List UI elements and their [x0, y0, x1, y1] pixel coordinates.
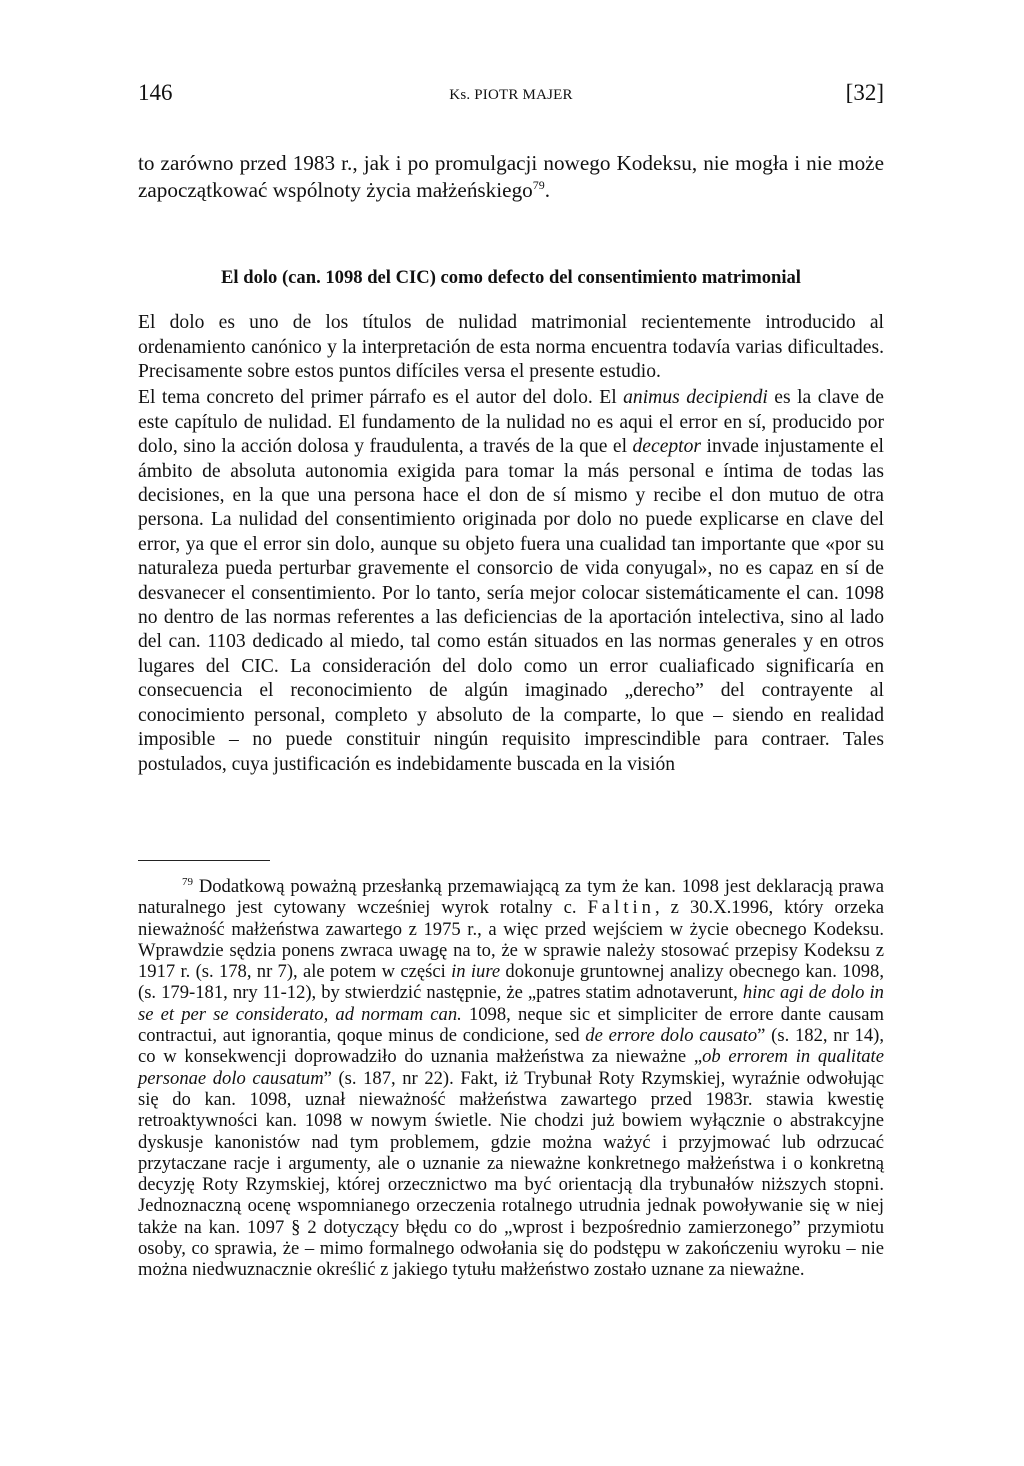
- intro-end: .: [544, 177, 551, 202]
- paragraph-1: El dolo es uno de los títulos de nulidad matrimonial recientemente introducido al ordenamiento canónico y la interpretación de esta norma encuentra todavía varias dificultades. Precisamente sobre estos puntos difíciles versa el presente estudio.: [138, 312, 884, 382]
- italic-animus-decipiendi: animus decipiendi: [623, 387, 768, 409]
- footnote-divider: [138, 860, 270, 861]
- footnote-mark: 79: [182, 875, 193, 888]
- intro-paragraph: [138, 150, 884, 203]
- running-head-author: Ks. PIOTR MAJER: [449, 87, 573, 103]
- footnote-italic-in-iure: in iure: [451, 961, 501, 983]
- footnote-italic-ob-errorem: ob errorem in qualitate personae dolo causatum: [138, 1046, 884, 1089]
- paragraph-2: [138, 386, 884, 777]
- section-number: [32]: [845, 80, 884, 105]
- paragraph-2-part-b: es la clave de este capítulo de nulidad. El fundamento de la nulidad no es aqui el error en sí, producido por dolo, sino la acción dolosa y fraudulenta, a través de la que el: [138, 387, 884, 458]
- footnote-italic-quote: hinc agi de dolo in se et per se considerato, ad normam can.: [138, 982, 884, 1025]
- footnote-79: [138, 876, 884, 1281]
- footnote-name-faltin: Faltin: [587, 897, 655, 919]
- footnote-text-3: dokonuje gruntownej analizy obecnego kan. 1098, (s. 179-181, nry 11-12), by stwierdzić następnie, że „patres statim adnotaverunt,: [138, 961, 884, 1004]
- section-heading: El dolo (can. 1098 del CIC) como defecto del consentimiento matrimonial: [221, 267, 801, 289]
- paragraph-2-part-c: invade injustamente el ámbito de absoluta autonomia exigida para tomar la más personal e íntima de todas las decisiones, en la que una persona hace el don de sí mismo y recibe el don mutuo de otra persona. La nulidad del consentimiento originada por dolo no puede explicarse en clave del error, ya que el error sin dolo, aunque su objeto fuera una cualidad tan importante que «por su naturaleza pueda perturbar gravemente el consorcio de vida conyugal», no es capaz en sí de desvanecer el consentimiento. Por lo tanto, sería mejor colocar sistemáticamente el can. 1098 no dentro de las normas referentes a las deficiencias de la aportación intelectiva, sino al lado del can. 1103 dedicado al miedo, tal como están situados en las normas generales y en otros lugares del CIC. La consideración del dolo como un error cualiaficado significaría en consecuencia el reconocimiento de algún imaginado „derecho” del contrayente al conocimiento personal, completo y absoluto de la comparte, lo que – siendo en realidad imposible – no puede constituir ningún requisito imprescindible para contraer. Tales postulados, cuya justificación es indebidamente buscada en la visión: [138, 436, 884, 775]
- footnote-text-1: Dodatkową poważną przesłanką przemawiającą za tym że kan. 1098 jest deklaracją prawa naturalnego jest cytowany wcześniej wyrok rotalny c.: [138, 876, 884, 919]
- summary-text: [138, 311, 884, 777]
- footnote-text-5: ” (s. 182, nr 14), co w konsekwencji doprowadziło do uznania małżeństwa za nieważne „: [138, 1025, 884, 1068]
- footnote-text-6: ” (s. 187, nr 22). Fakt, iż Trybunał Roty Rzymskiej, wyraźnie odwołując się do kan. 1098, uznał nieważność małżeństwa zawartego przed 1983r. stawia kwestię retroaktywności kan. 1098 w nowym świetle. Nie chodzi już bowiem wyłącznie o abstrakcyjne dyskusje kanonistów nad tym problemem, gdzie można ważyć i przyjmować lub odrzucać przytaczane racje i argumenty, ale o uznanie za nieważne konkretnego małżeństwa i o konkretną decyzję Roty Rzymskiej, której orzecznictwo ma być orientacją dla trybunałów niższych stopni. Jednoznaczną ocenę wspomnianego orzeczenia rotalnego utrudnia jednak powoływanie się w niej także na kan. 1097 § 2 dotyczący błędu co do „wprost i bezpośrednio zamierzonego” przymiotu osoby, co sprawia, że – mimo formalnego odwołania się do podstępu w zakończeniu wyroku – nie można niedwuznacznie określić z jakiego tytułu małżeństwo zostało uznane za nieważne.: [138, 1067, 884, 1281]
- running-head: [138, 80, 884, 120]
- paragraph-2-part-a: El tema concreto del primer párrafo es el autor del dolo. El: [138, 387, 624, 409]
- intro-text: to zarówno przed 1983 r., jak i po promulgacji nowego Kodeksu, nie mogła i nie może zapoczątkować wspólnoty życia małżeńskiego: [138, 151, 884, 202]
- footnote-text-2: , z 30.X.1996, który orzeka nieważność małżeństwa zawartego z 1975 r., a więc przed wejściem w życie obecnego Kodeksu. Wprawdzie sędzia ponens zwraca uwagę na to, że w sprawie należy stosować przepisy Kodeksu z 1917 r. (s. 178, nr 7), ale potem w części: [138, 897, 884, 983]
- footnotes: [138, 876, 884, 1281]
- footnote-text-4: 1098, neque sic et simpliciter de errore dante causam contractui, aut ignorantia, qoque minus de condicione, sed: [138, 1003, 884, 1047]
- footnote-reference[interactable]: 79: [532, 177, 545, 192]
- main-text: [138, 150, 884, 777]
- italic-deceptor: deceptor: [632, 436, 702, 458]
- footnote-italic-errore: de errore dolo causato: [585, 1025, 758, 1047]
- page-number: 146: [138, 80, 173, 105]
